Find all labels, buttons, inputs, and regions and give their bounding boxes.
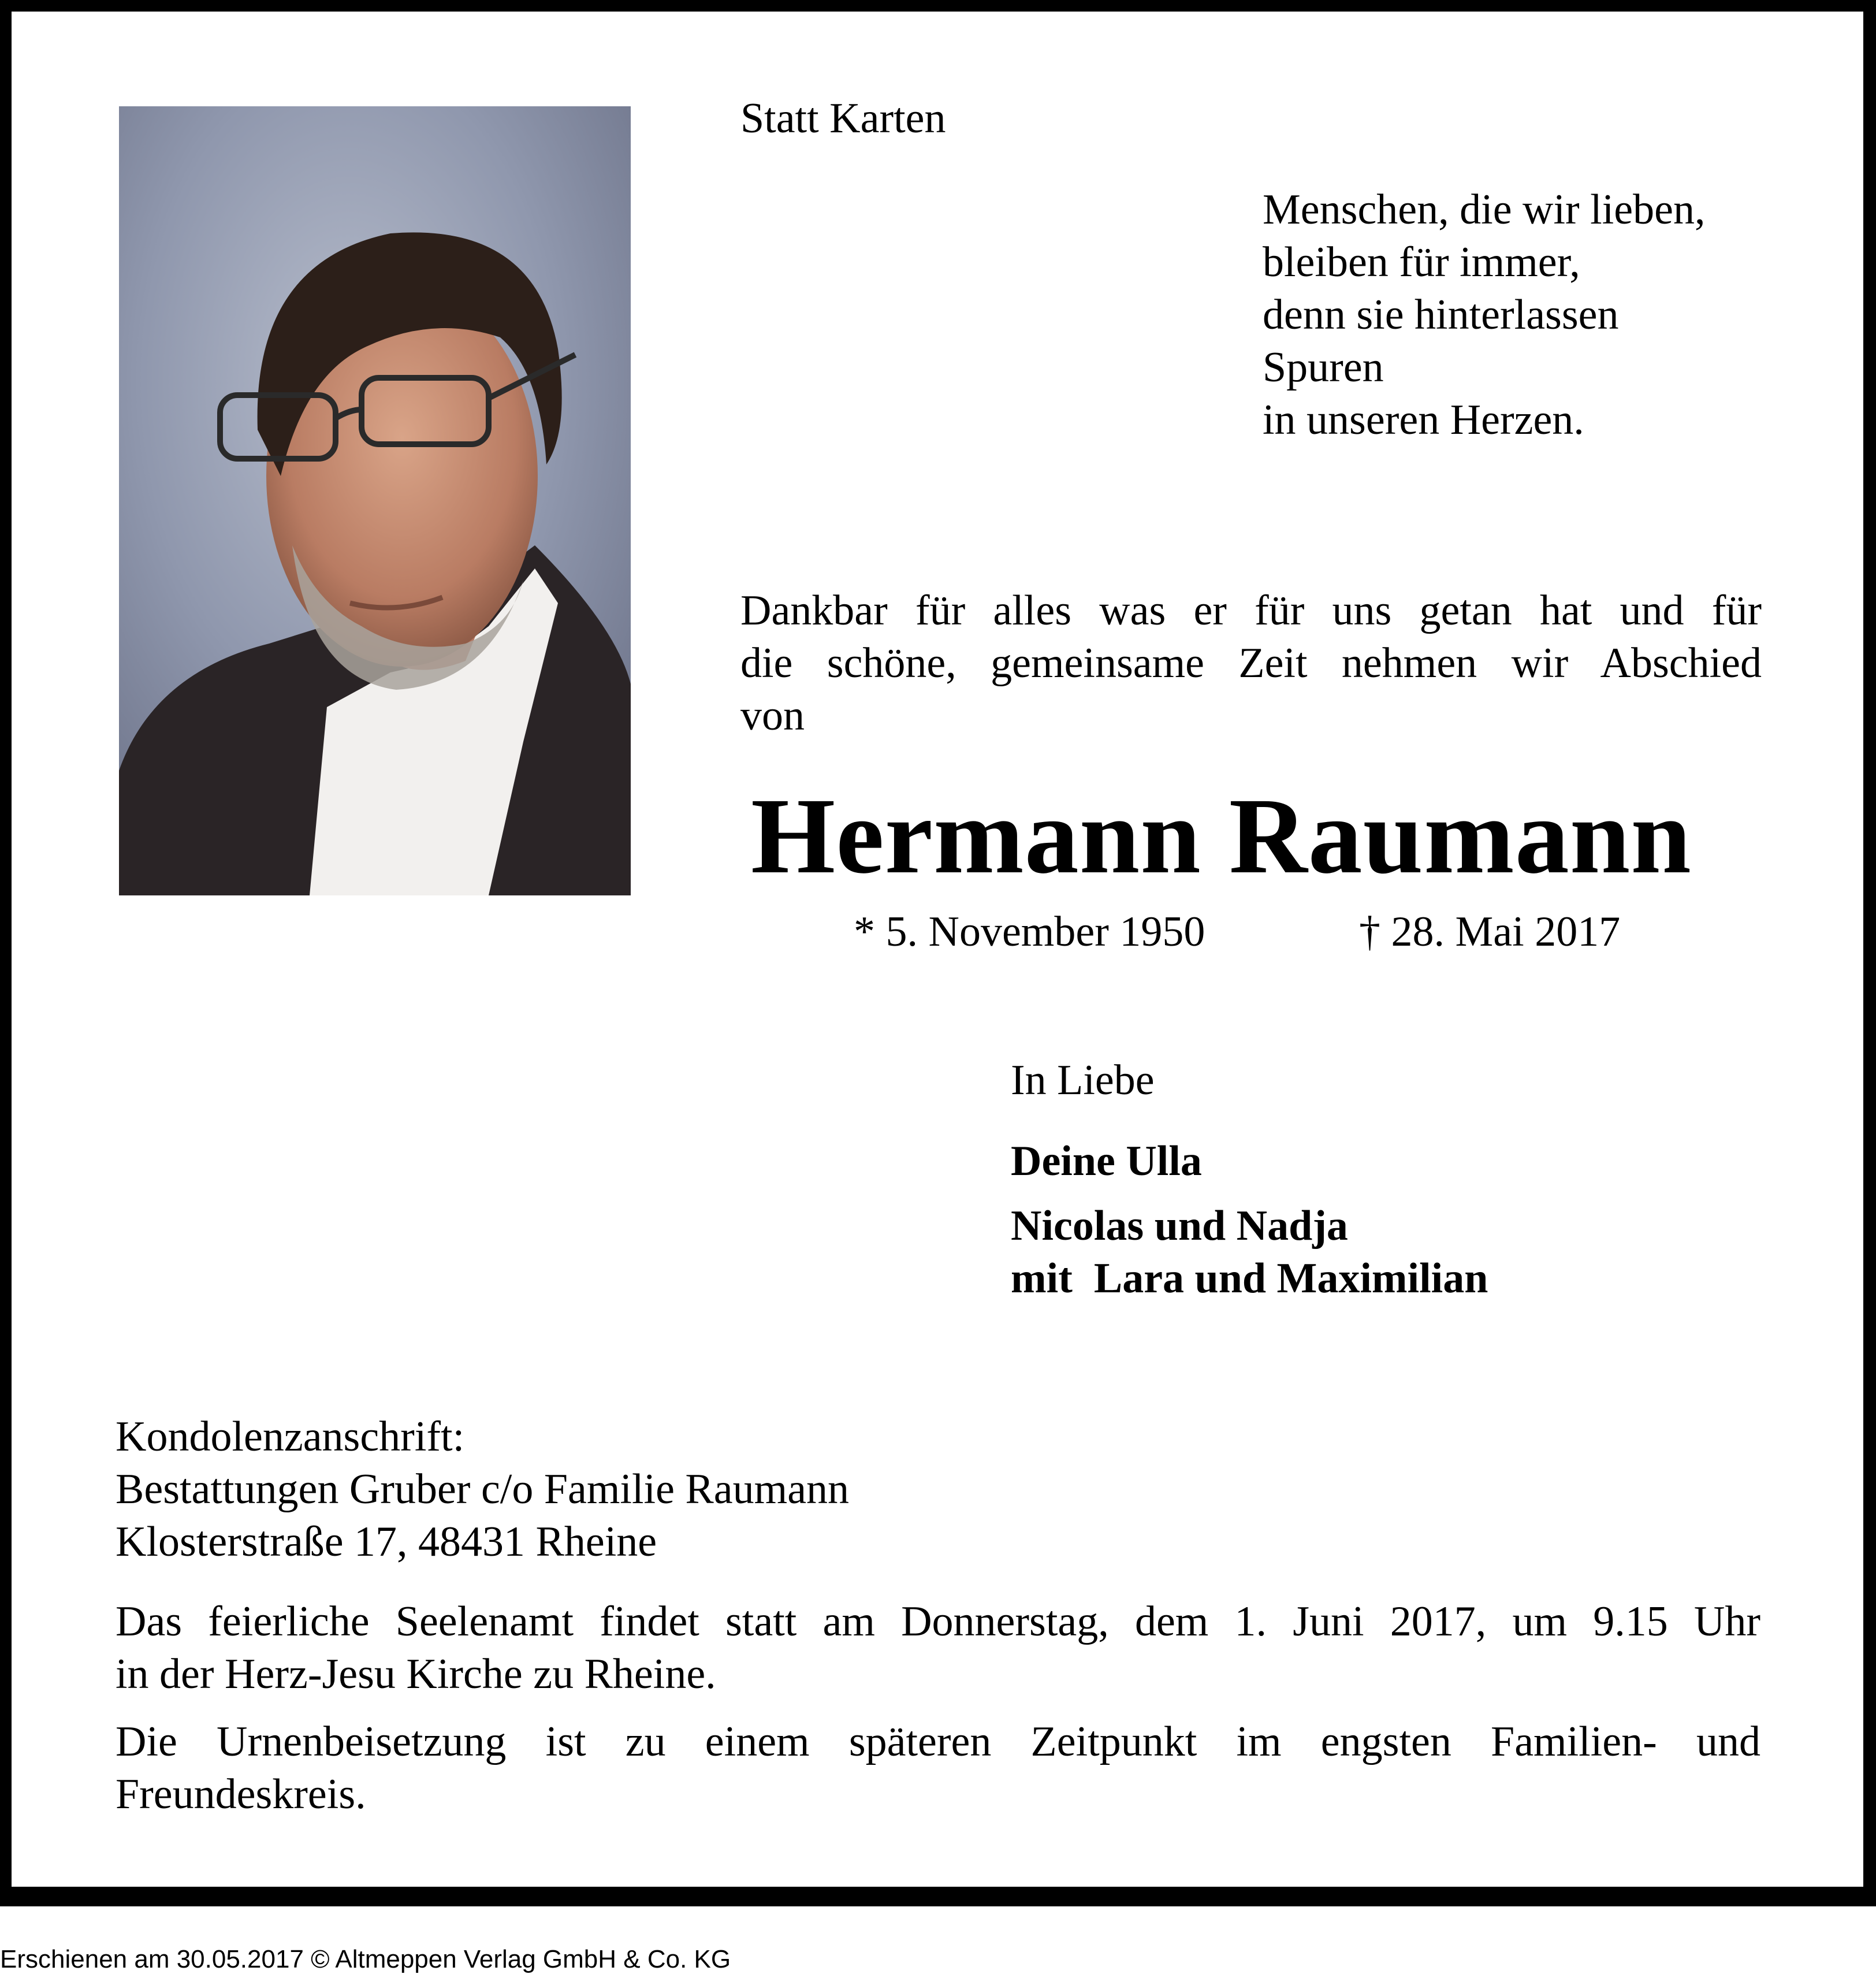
gratitude-paragraph	[740, 585, 1762, 742]
deceased-name: Hermann Raumann	[751, 775, 1692, 896]
death-date: † 28. Mai 2017	[1359, 908, 1621, 955]
publication-footer: Erschienen am 30.05.2017 © Altmeppen Verlag GmbH & Co. KG	[0, 1945, 731, 1973]
portrait-photo	[119, 106, 631, 895]
burial-paragraph	[116, 1716, 1760, 1821]
condolence-line: Kondolenzanschrift:	[116, 1413, 465, 1460]
family-member: Nicolas und Nadja	[1011, 1202, 1348, 1250]
service-paragraph	[116, 1596, 1760, 1701]
poem-line: bleiben für immer,	[1263, 239, 1580, 286]
gratitude-line: Dankbar für alles was er für uns getan hat und für	[740, 587, 1762, 634]
condolence-address	[116, 1411, 849, 1568]
poem-line: denn sie hinterlassen	[1263, 291, 1619, 339]
poem-line: Spuren	[1263, 344, 1384, 391]
poem	[1263, 184, 1706, 447]
condolence-line: Klosterstraße 17, 48431 Rheine	[116, 1518, 657, 1566]
family-member: mit Lara und Maximilian	[1011, 1255, 1488, 1302]
burial-line: Die Urnenbeisetzung ist zu einem späteren Zeitpunkt im engsten Familien- und	[116, 1718, 1760, 1765]
service-line: in der Herz-Jesu Kirche zu Rheine.	[116, 1650, 716, 1698]
closing-phrase: In Liebe	[1011, 1057, 1155, 1104]
condolence-line: Bestattungen Gruber c/o Familie Raumann	[116, 1466, 850, 1513]
family-member: Deine Ulla	[1011, 1137, 1202, 1185]
service-line: Das feierliche Seelenamt findet statt am Donnerstag, dem 1. Juni 2017, um 9.15 Uhr	[116, 1598, 1760, 1645]
poem-line: in unseren Herzen.	[1263, 396, 1584, 444]
burial-line: Freundeskreis.	[116, 1771, 366, 1818]
gratitude-line: die schöne, gemeinsame Zeit nehmen wir Abschied	[740, 639, 1762, 687]
gratitude-line: von	[740, 692, 805, 739]
birth-date: * 5. November 1950	[854, 908, 1205, 955]
notice-header: Statt Karten	[740, 95, 946, 142]
poem-line: Menschen, die wir lieben,	[1263, 186, 1706, 233]
